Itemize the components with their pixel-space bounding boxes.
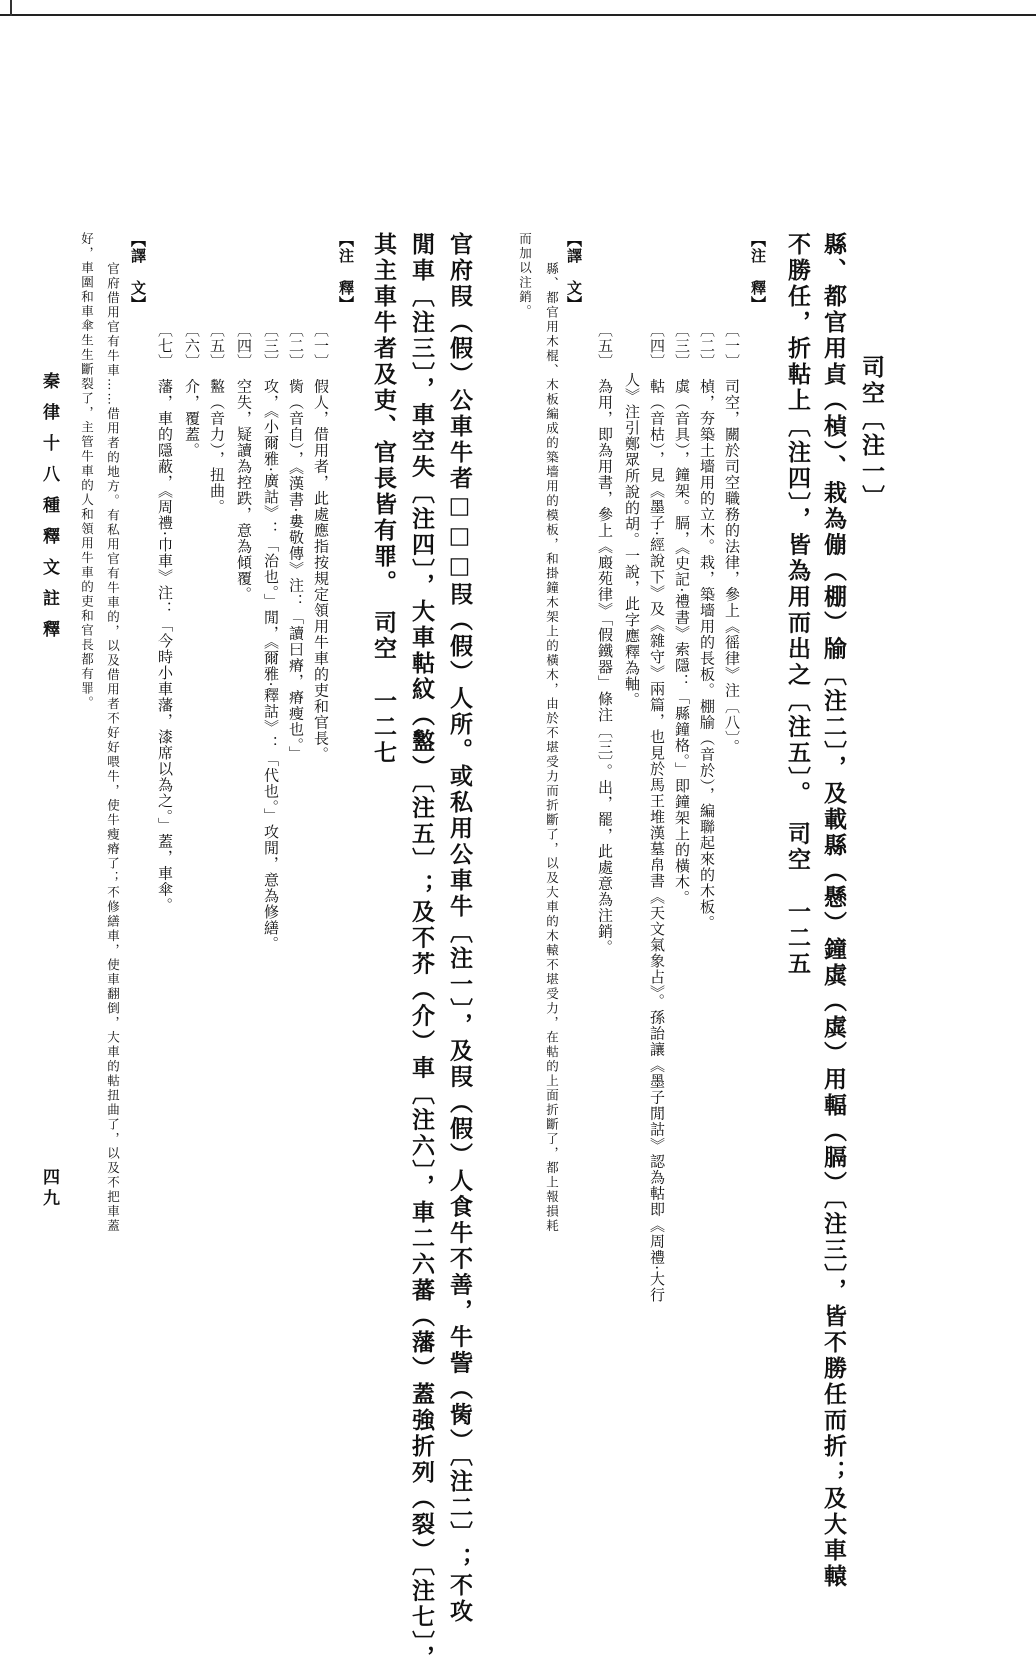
section1-title: 司空〔注一〕 — [858, 355, 885, 511]
scan-top-edge-line — [0, 14, 1036, 16]
scan-left-edge-mark — [10, 0, 12, 16]
section2-translation-line-1: 官府借用官有牛車……借用者的地方。有私用官有牛車的，以及借用者不好好喂牛，使牛瘦瘠了；不修繕車，使車翻倒，大車的軲扭曲了，以及不把車蓋 — [105, 262, 121, 1234]
section1-note-2: 〔二〕 楨，夯築土墻用的立木。栽，築墻用的長板。棚牏（音於），編聯起來的木板。 — [698, 322, 716, 931]
section2-note-1: 〔一〕 假人，借用者，此處應指按規定領用牛車的吏和官長。 — [312, 322, 330, 763]
page-number: 四九 — [39, 1168, 59, 1210]
section2-note-2: 〔二〕 胔（音自），《漢書·婁敬傳》注：「讀曰瘠，瘠瘦也。」 — [287, 322, 305, 762]
section1-note-3: 〔三〕 虡（音具），鐘架。膈，《史記·禮書》索隱：「縣鐘格。」即鐘架上的橫木。 — [673, 322, 691, 906]
section1-translation-label: 【譯 文】 — [565, 232, 583, 312]
section2-note-5: 〔五〕 盭（音力），扭曲。 — [208, 322, 226, 515]
section1-note-4-cont: 人》注引鄭眾所說的胡。一說，此字應釋為軸。 — [623, 372, 641, 708]
section2-note-4: 〔四〕 空失，疑讀為控跌，意為傾覆。 — [235, 322, 253, 603]
section1-line-2: 不勝任，折軲上〔注四〕，皆為用而出之〔注五〕。 司空 一二五 — [784, 232, 811, 978]
section1-notes-label: 【注 釋】 — [749, 232, 767, 312]
section1-translation-line-2: 而加以注銷。 — [517, 232, 533, 319]
section1-note-5: 〔五〕 為用，即為用書，參上《廄苑律》「假鐵器」條注〔三〕。出，罷，此處意為注銷。 — [596, 322, 614, 956]
section1-translation-line-1: 縣、都官用木棍、木板編成的築墻用的模板，和掛鐘木架上的橫木，由於不堪受力而折斷了，以及大車的木轅不堪受力，在軲的上面折斷了，都上報損耗 — [544, 262, 560, 1234]
section2-line-1: 官府叚（假）公車牛者□□□叚（假）人所。或私用公車牛〔注一〕，及叚（假）人食牛不善，牛訾（胔）〔注二〕；不攻 — [446, 232, 473, 1625]
section2-note-6: 〔六〕 介，覆蓋。 — [183, 322, 201, 459]
section1-note-1: 〔一〕 司空，關於司空職務的法律，參上《徭律》注〔八〕。 — [723, 322, 741, 755]
section2-translation-label: 【譯 文】 — [129, 232, 147, 312]
section2-line-3: 其主車牛者及吏、官長皆有罪。 司空 一二七 — [370, 232, 397, 767]
running-title: 秦律十八種釋文註釋 — [39, 372, 59, 651]
section2-note-7: 〔七〕 藩，車的隱蔽，《周禮·巾車》注：「今時小車藩，漆席以為之。」蓋，車傘。 — [156, 322, 174, 914]
section2-notes-label: 【注 釋】 — [337, 232, 355, 312]
section2-line-2: 閒車〔注三〕，車空失〔注四〕，大車軲紋（盭）〔注五〕；及不芥（介）車〔注六〕，車二六蕃（藩）蓋強折列（裂）〔注七〕， — [408, 232, 435, 1671]
section2-translation-line-2: 好，車圍和車傘生生斷裂了，主管牛車的人和領用牛車的吏和官長都有罪。 — [79, 232, 95, 711]
section2-note-3: 〔三〕 攻，《小爾雅·廣詁》：「治也。」閒，《爾雅·釋詁》：「代也。」攻閒，意為修繕。 — [262, 322, 280, 953]
section1-line-1: 縣、都官用貞（楨）、栽為傰（棚）牏〔注二〕，及載縣（懸）鐘虡（虡）用輻（膈）〔注三〕，皆不勝任而折；及大車轅 — [820, 232, 847, 1590]
section1-note-4: 〔四〕 軲（音枯），見《墨子·經說下》及《雜守》兩篇，也見於馬王堆漢墓帛書《天文氣象占》。孫詒讓《墨子閒詁》認為軲即《周禮·大行 — [648, 322, 666, 1304]
